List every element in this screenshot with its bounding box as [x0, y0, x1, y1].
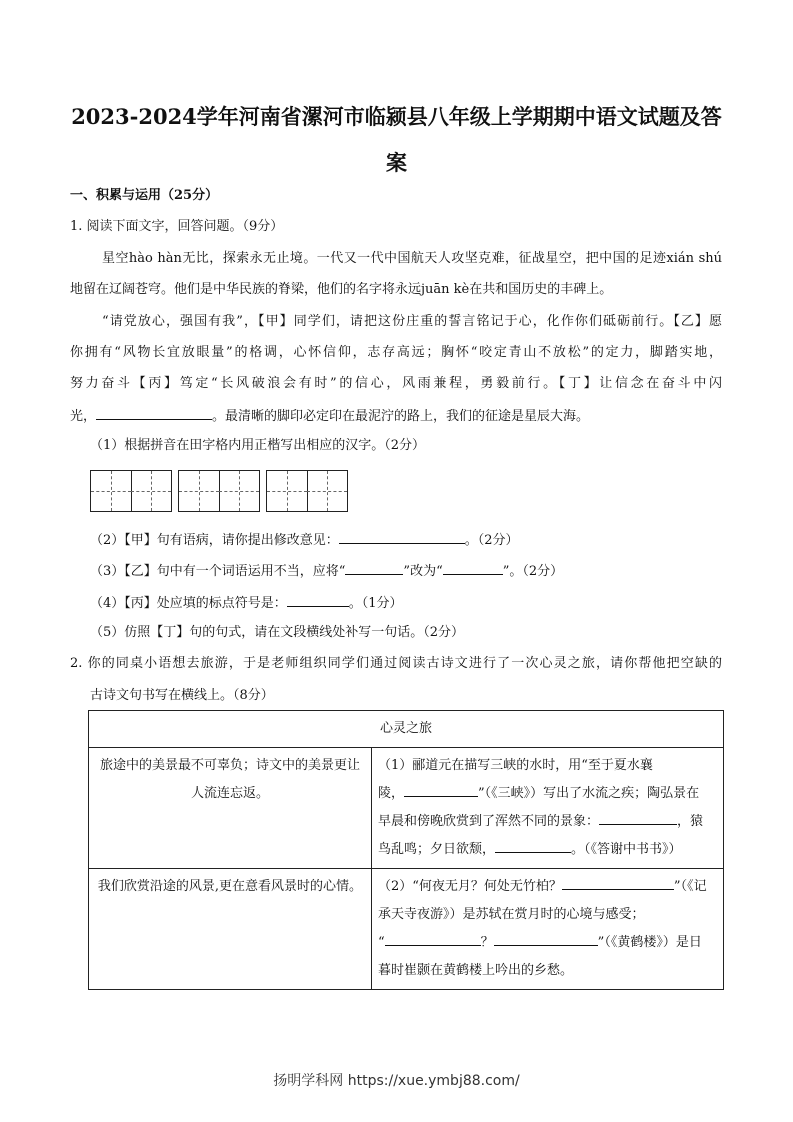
- text: 。最清晰的脚印必定印在最泥泞的路上，我们的征途是星辰大海。: [212, 409, 590, 424]
- text-line: [378, 929, 717, 957]
- text: ？: [480, 935, 494, 950]
- text: 早晨和傍晚欣赏到了浑然不同的景象：: [378, 814, 600, 829]
- text-line: [378, 780, 717, 808]
- passage-line: 星空hào hàn无比，探索永无止境。一代又一代中国航天人攻坚克难，征战星空，把中国的足迹xián shú: [102, 251, 722, 266]
- answer-blank[interactable]: [287, 592, 349, 607]
- subquestion-4: [90, 592, 403, 614]
- text: 光，: [70, 409, 97, 424]
- table-row: [89, 869, 724, 990]
- answer-blank[interactable]: [339, 529, 465, 544]
- answer-blank[interactable]: [404, 782, 478, 797]
- answer-blank[interactable]: [599, 810, 677, 825]
- text-line: [378, 873, 717, 901]
- table-header: 心灵之旅: [89, 711, 724, 748]
- text: 。（1分）: [348, 596, 403, 611]
- answer-blank[interactable]: [345, 560, 403, 575]
- row-content: [372, 869, 724, 990]
- text: 。（《答谢中书书》）: [571, 842, 682, 857]
- table-row: [89, 748, 724, 869]
- text: ”（《黄鹤楼》）是日: [597, 935, 702, 950]
- passage-line: 你拥有“风物长宜放眼量”的格调，心怀信仰，志存高远；胸怀“咬定青山不放松”的定力，脚踏实地，: [70, 345, 722, 360]
- tianzige-cell[interactable]: [267, 471, 308, 511]
- tianzige-cell[interactable]: [179, 471, 220, 511]
- text-line: （1）郦道元在描写三峡的水时，用“至于夏水襄: [378, 758, 653, 773]
- text-line: [378, 836, 717, 864]
- title-line-1: 2023-2024学年河南省漯河市临颍县八年级上学期期中语文试题及答: [71, 104, 722, 129]
- text: （3）【乙】句中有一个词语运用不当，应将“: [90, 564, 346, 579]
- subquestion-2: [90, 529, 519, 551]
- text: ”。（2分）: [502, 564, 564, 579]
- tianzige-pair[interactable]: [266, 470, 348, 512]
- question-2-stem: 2. 你的同桌小语想去旅游，于是老师组织同学们通过阅读古诗文进行了一次心灵之旅，请你帮他把空缺的: [70, 656, 722, 671]
- page-title: [60, 94, 733, 186]
- question-2-stem-cont: 古诗文句书写在横线上。（8分）: [90, 688, 274, 703]
- title-line-2: 案: [386, 150, 407, 175]
- answer-blank[interactable]: [96, 405, 212, 420]
- text: （2）“何夜无月？何处无竹柏？: [378, 879, 562, 894]
- tianzige-pair[interactable]: [90, 470, 172, 512]
- text: （2）【甲】句有语病，请你提出修改意见：: [90, 533, 339, 548]
- text: “: [378, 935, 385, 950]
- footer-watermark: 扬明学科网 https://xue.ymbj88.com/: [273, 1073, 520, 1089]
- tianzige-cell[interactable]: [91, 471, 132, 511]
- row-content: [372, 748, 724, 869]
- text: ”（《三峡》）写出了水流之疾；陶弘景在: [478, 786, 700, 801]
- answer-blank[interactable]: [385, 931, 481, 946]
- passage-line: 努力奋斗【丙】笃定“长风破浪会有时”的信心，风雨兼程，勇毅前行。【丁】让信念在奋斗中闪: [70, 376, 722, 391]
- row-theme: 旅途中的美景最不可辜负；诗文中的美景更让人流连忘返。: [89, 748, 372, 869]
- text-line: 暮时崔颢在黄鹤楼上吟出的乡愁。: [378, 963, 574, 978]
- answer-blank[interactable]: [494, 931, 598, 946]
- text: （4）【丙】处应填的标点符号是：: [90, 596, 287, 611]
- text: ”改为“: [403, 564, 443, 579]
- text: 鸟乱鸣；夕日欲颓，: [378, 842, 496, 857]
- text-line: 承天寺夜游》）是苏轼在赏月时的心境与感受；: [378, 907, 645, 922]
- text: 。（2分）: [464, 533, 519, 548]
- tianzige-pair[interactable]: [178, 470, 260, 512]
- answer-blank[interactable]: [495, 838, 571, 853]
- section-heading: 一、积累与运用（25分）: [70, 188, 219, 203]
- passage-line: “请党放心，强国有我”，【甲】同学们，请把这份庄重的誓言铭记于心，化作你们砥砺前行。【乙】愿: [102, 314, 722, 329]
- text: 陵，: [378, 786, 405, 801]
- question-1-stem: 1. 阅读下面文字，回答问题。（9分）: [70, 219, 284, 234]
- tianzige-cell[interactable]: [307, 471, 347, 511]
- text: ”（《记: [673, 879, 707, 894]
- answer-blank[interactable]: [562, 875, 674, 890]
- subquestion-5: （5）仿照【丁】句的句式，请在文段横线处补写一句话。（2分）: [90, 625, 465, 640]
- passage-line: [70, 405, 589, 427]
- row-theme: 我们欣赏沿途的风景,更在意看风景时的心情。: [89, 869, 372, 990]
- subquestion-3: [90, 560, 563, 582]
- answer-blank[interactable]: [443, 560, 503, 575]
- passage-line: 地留在辽阔苍穹。他们是中华民族的脊梁，他们的名字将永远juān kè在共和国历史的丰碑上。: [70, 282, 613, 297]
- subquestion-1: （1）根据拼音在田字格内用正楷写出相应的汉字。（2分）: [90, 438, 426, 453]
- text: ，猿: [677, 814, 704, 829]
- poem-table: [88, 710, 724, 990]
- tianzige-cell[interactable]: [219, 471, 259, 511]
- tianzige-cell[interactable]: [131, 471, 171, 511]
- text-line: [378, 808, 717, 836]
